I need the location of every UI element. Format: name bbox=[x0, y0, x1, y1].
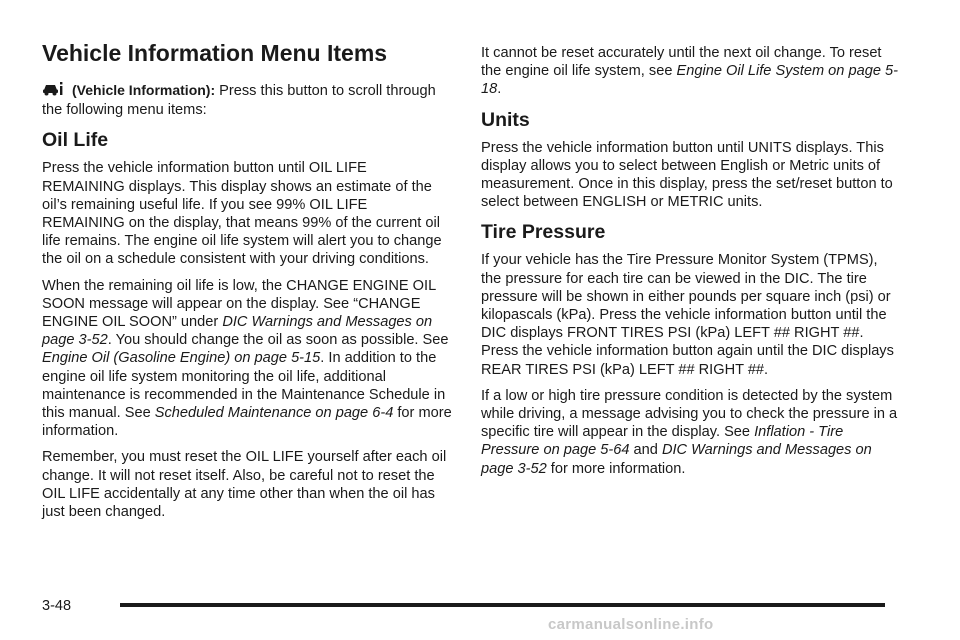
heading-oil-life: Oil Life bbox=[42, 129, 109, 152]
text-span: . bbox=[497, 81, 502, 98]
right-column bbox=[481, 44, 901, 486]
link-scheduled-maintenance[interactable]: Scheduled Maintenance on page 6-4 bbox=[154, 405, 394, 422]
link-dic-warnings-2[interactable]: DIC Warnings and Messages on page 3-52 bbox=[481, 442, 872, 477]
intro-text: Press this button to scroll through the following menu items: bbox=[42, 83, 436, 119]
units-paragraph: Press the vehicle information button until UNITS displays. This display allows you to select between English or Metric units of measurement. Once in this display, press the set/reset button to select between ENGLISH or METRIC units. bbox=[481, 139, 893, 211]
watermark: carmanualsonline.info bbox=[548, 616, 714, 633]
link-engine-oil[interactable]: Engine Oil (Gasoline Engine) on page 5-15 bbox=[42, 350, 321, 367]
link-inflation-tire-pressure[interactable]: Inflation - Tire Pressure on page 5-64 bbox=[481, 424, 844, 459]
text-span: If a low or high tire pressure condition is detected by the system while driving, a message advising you to check the pressure in a specific tire will appear in the display. See bbox=[481, 387, 898, 441]
text-span: and bbox=[629, 442, 662, 459]
oil-life-paragraph-3: Remember, you must reset the OIL LIFE yourself after each oil change. It will not reset itself. Also, be careful not to reset the OIL LIFE accidentally at any time other than when the oil has just been changed. bbox=[42, 449, 447, 521]
tire-paragraph-2 bbox=[481, 387, 901, 478]
link-dic-warnings[interactable]: DIC Warnings and Messages on page 3-52 bbox=[42, 314, 433, 349]
continued-paragraph bbox=[481, 44, 901, 99]
intro-paragraph bbox=[42, 81, 452, 119]
heading-tire-pressure: Tire Pressure bbox=[481, 221, 606, 244]
oil-life-paragraph-2 bbox=[42, 277, 452, 441]
text-span: . You should change the oil as soon as possible. See bbox=[107, 332, 449, 349]
oil-life-paragraph-1: Press the vehicle information button until OIL LIFE REMAINING displays. This display shows an estimate of the oil’s remaining useful life. If you see 99% OIL LIFE REMAINING on the display, that means 99% of the current oil life remains. The engine oil life system will alert you to change the oil on a schedule consistent with your driving conditions. bbox=[42, 160, 442, 268]
page-number: 3-48 bbox=[42, 598, 72, 614]
text-span: for more information. bbox=[546, 460, 686, 477]
footer-rule bbox=[120, 603, 885, 607]
link-engine-oil-life-system[interactable]: Engine Oil Life System on page 5-18 bbox=[481, 63, 898, 98]
left-column bbox=[42, 40, 452, 529]
heading-units: Units bbox=[481, 108, 530, 131]
text-span: for more information. bbox=[42, 405, 452, 440]
car-info-icon bbox=[42, 81, 72, 101]
text-span: . In addition to the engine oil life system monitoring the oil life, additional maintenance is recommended in the Maintenance Schedule in this manual. See bbox=[42, 350, 446, 422]
intro-label: (Vehicle Information): bbox=[72, 82, 216, 98]
text-span: When the remaining oil life is low, the CHANGE ENGINE OIL SOON message will appear on the display. See “CHANGE ENGINE OIL SOON” under bbox=[42, 277, 436, 331]
page-title: Vehicle Information Menu Items bbox=[42, 40, 388, 66]
tire-paragraph-1: If your vehicle has the Tire Pressure Monitor System (TPMS), the pressure for each tire can be viewed in the DIC. The tire pressure will be shown in either pounds per square inch (psi) or kilopascals (kPa). Press the vehicle information button until the DIC displays FRONT TIRES PSI (kPa) LEFT ## RIGHT ##. Press the vehicle information button again until the DIC displays REAR TIRES PSI (kPa) LEFT ## RIGHT ##. bbox=[481, 252, 894, 378]
text-span: It cannot be reset accurately until the next oil change. To reset the engine oil life system, see bbox=[481, 45, 882, 80]
